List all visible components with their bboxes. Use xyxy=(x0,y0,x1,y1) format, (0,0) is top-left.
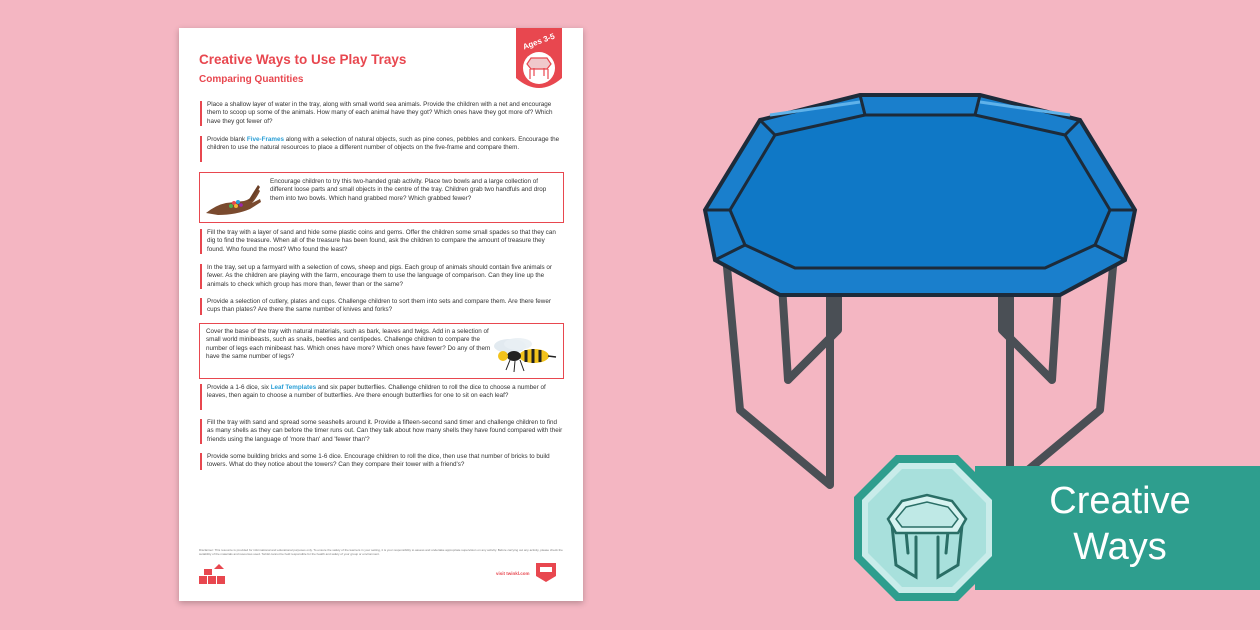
worksheet-title: Creative Ways to Use Play Trays xyxy=(199,52,407,67)
bullet-marker xyxy=(200,419,202,444)
activity-minibeasts-text: Cover the base of the tray with natural materials, such as bark, leaves and twigs. Add in a selection of small world minibeasts, such as snails, beetles and centipedes. Challenge children to compare the number of legs each minibeast has. Which ones have more? Which ones have fewer? Do any of them have the same number of legs? xyxy=(206,328,491,361)
text-span: Provide blank xyxy=(207,136,247,143)
wasp-illustration-icon xyxy=(490,334,560,374)
worksheet-preview xyxy=(179,28,583,601)
age-badge-icon xyxy=(516,28,562,94)
banner-title xyxy=(1005,478,1235,570)
activity-box-grab xyxy=(199,172,564,223)
hand-illustration-icon xyxy=(204,179,262,217)
five-frames-link[interactable]: Five-Frames xyxy=(246,136,285,143)
bullet-marker xyxy=(200,298,202,315)
bullet-marker xyxy=(200,264,202,289)
activity-cutlery: Provide a selection of cutlery, plates and cups. Challenge children to sort them into sets and compare them. Are there fewer cups than plates? Are there the same number of knives and forks? xyxy=(207,298,551,314)
activity-grab-text: Encourage children to try this two-handed grab activity. Place two bowls and a large collection of different loose parts and small objects in the centre of the tray. Children grab two handfuls and drop them into two bowls. Which hand grabbed more? Which grabbed fewer? xyxy=(270,178,547,202)
activity-farmyard: In the tray, set up a farmyard with a selection of cows, sheep and pigs. Each group of animals should contain five animals or fewer. As the children are playing with the farm, encourage them to use the language of comparison. Can they line up the animals to check which group has more than, fewer than or the same? xyxy=(207,264,552,288)
twinkl-badge-icon xyxy=(533,561,559,583)
activity-treasure: Fill the tray with a layer of sand and hide some plastic coins and gems. Offer the children some small spades so that they can dig to find the treasure. When all of the treasure has been found, ask the children to compare the amount of treasure they found. Who found the most? Who found the least? xyxy=(207,229,556,253)
activity-sea-animals: Place a shallow layer of water in the tray, along with small world sea animals. Provide the children with a net and encourage them to scoop up some of the animals. How many of each animal have they got? Which ones have they got more of? Which have they got fewer of? xyxy=(207,101,553,125)
disclaimer-text: Disclaimer: This resource is provided for informational and educational purposes only. To ensure the safety of the learners in your setting, it is your responsibility to assess and undertake appropriate supervision on any activity. Before carrying out any activity, please check the suitability of the materials and resources used. Twinkl cannot be held responsible for the health and safety of your group or environment. xyxy=(199,548,563,556)
activity-building-bricks: Provide some building bricks and some 1-6 dice. Encourage children to roll the dice, then use that number of bricks to build towers. What do they notice about the towers? Can they compare their tower with a friend's? xyxy=(207,453,550,469)
text-span: and six paper butterflies. Challenge children to roll the dice to choose a number of leaves, then again to choose a number of butterflies. Are there enough butterflies for one to sit on each leaf? xyxy=(207,384,546,400)
age-badge-label: Ages 3-5 xyxy=(521,31,557,52)
worksheet-subtitle: Comparing Quantities xyxy=(199,74,304,85)
twinkl-blocks-logo-icon xyxy=(199,564,229,584)
bullet-marker xyxy=(200,101,202,126)
play-tray-illustration-icon xyxy=(690,80,1150,500)
leaf-templates-link[interactable]: Leaf Templates xyxy=(270,384,317,391)
activity-dice-leaves xyxy=(207,384,563,401)
tray-badge-icon xyxy=(852,453,1002,603)
banner-line-1: Creative xyxy=(1049,480,1191,522)
bullet-marker xyxy=(200,229,202,254)
activity-box-minibeasts xyxy=(199,323,564,379)
activity-seashells: Fill the tray with sand and spread some seashells around it. Provide a fifteen-second sand timer and challenge children to find as many shells as they can before the timer runs out. Can they talk about how many shells they have found compared with their friends using the language of 'more than' and 'fewer than'? xyxy=(207,419,563,443)
bullet-marker xyxy=(200,453,202,470)
banner-line-2: Ways xyxy=(1073,526,1167,568)
bullet-marker xyxy=(200,136,202,162)
activity-five-frames xyxy=(207,136,563,153)
bullet-marker xyxy=(200,384,202,410)
text-span: along with a selection of natural objects, such as pine cones, pebbles and conkers. Encourage the children to use the natural resources to place a different number of objects on the five-frame and compare them. xyxy=(207,136,560,152)
text-span: Provide a 1-6 dice, six xyxy=(207,384,271,391)
footer-url[interactable]: visit twinkl.com xyxy=(496,571,530,576)
